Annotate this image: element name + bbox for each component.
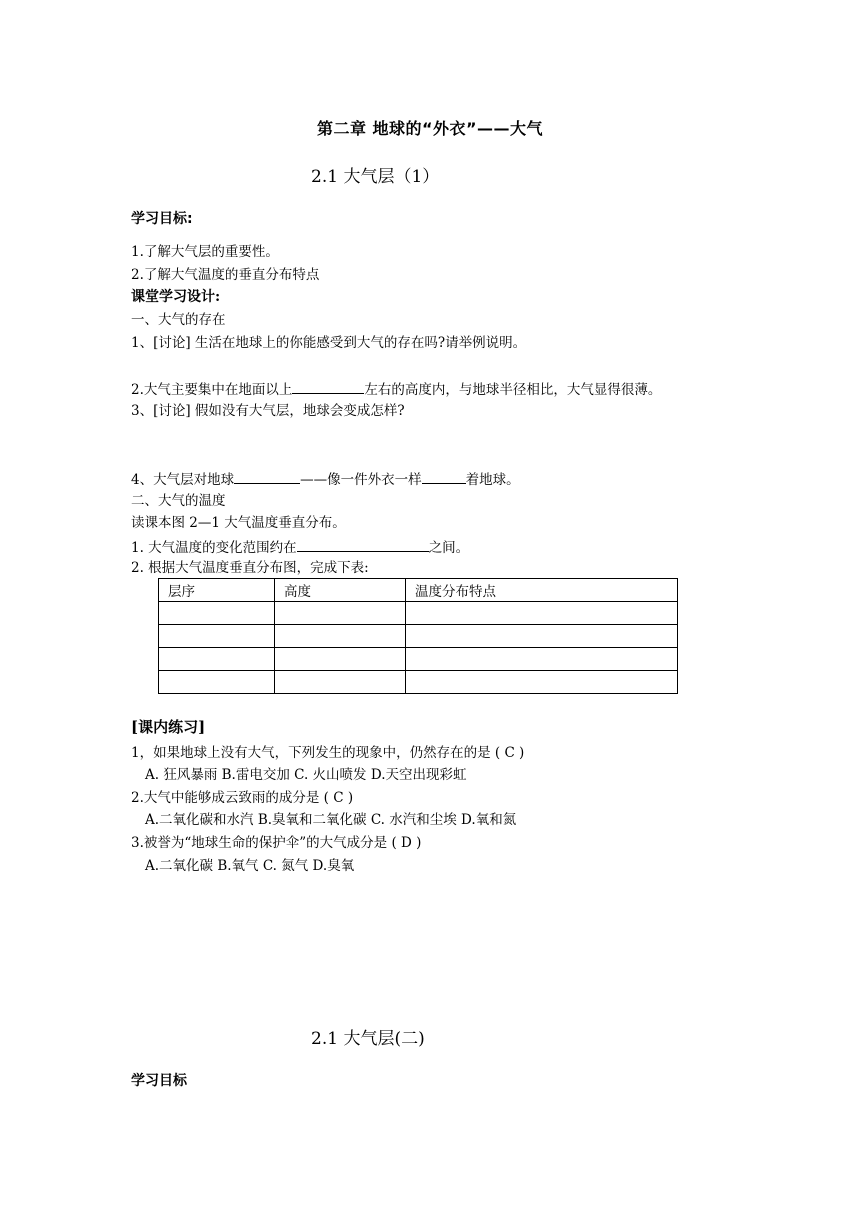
table-cell[interactable] xyxy=(275,602,406,625)
answer-blank[interactable] xyxy=(292,379,364,394)
table-cell[interactable] xyxy=(275,671,406,694)
read-note: 读课本图 2—1 大气温度垂直分布。 xyxy=(131,515,346,531)
task-1 xyxy=(131,537,469,557)
answer-blank[interactable] xyxy=(297,537,429,552)
temperature-table xyxy=(158,578,678,694)
part2-title: 二、大气的温度 xyxy=(131,493,226,509)
question-2 xyxy=(131,379,661,399)
objective-1: 1.了解大气层的重要性。 xyxy=(131,244,279,260)
exercise-2-options: A.二氧化碳和水汽 B.臭氧和二氧化碳 C. 水汽和尘埃 D.氧和氮 xyxy=(145,812,517,828)
practice-label: [课内练习] xyxy=(131,718,206,736)
table-cell[interactable] xyxy=(406,602,678,625)
table-header-cell: 层序 xyxy=(159,579,275,602)
answer-blank[interactable] xyxy=(234,469,300,484)
question-4 xyxy=(131,469,520,489)
table-row xyxy=(159,671,678,694)
task-2: 2. 根据大气温度垂直分布图，完成下表: xyxy=(131,560,369,576)
question-4-text-b: ——像一件外衣一样 xyxy=(300,472,422,488)
table-cell[interactable] xyxy=(275,625,406,648)
question-4-text-a: 4、大气层对地球 xyxy=(131,472,235,488)
question-2-text-a: 2.大气主要集中在地面以上 xyxy=(131,382,293,398)
table-header-row xyxy=(159,579,678,602)
table-header-cell: 高度 xyxy=(275,579,406,602)
objective-2: 2.了解大气温度的垂直分布特点 xyxy=(131,267,320,283)
section-heading-1: 2.1 大气层（1） xyxy=(311,167,440,187)
exercise-2-question: 2.大气中能够成云致雨的成分是 ( C ) xyxy=(131,790,354,806)
table-cell[interactable] xyxy=(275,648,406,671)
objectives-label: 学习目标: xyxy=(131,211,193,227)
exercise-3-options: A.二氧化碳 B.氧气 C. 氮气 D.臭氧 xyxy=(145,858,355,874)
table-cell[interactable] xyxy=(159,671,275,694)
table-header-cell: 温度分布特点 xyxy=(406,579,678,602)
question-3: 3、[讨论] 假如没有大气层，地球会变成怎样? xyxy=(131,403,405,419)
table-row xyxy=(159,648,678,671)
table-cell[interactable] xyxy=(159,602,275,625)
task-1-text-b: 之间。 xyxy=(428,540,470,556)
exercise-1-question: 1，如果地球上没有大气，下列发生的现象中，仍然存在的是 ( C ) xyxy=(131,745,525,761)
task-1-text-a: 1. 大气温度的变化范围约在 xyxy=(131,540,297,556)
table-cell[interactable] xyxy=(406,625,678,648)
part1-title: 一、大气的存在 xyxy=(131,312,226,328)
question-1: 1、[讨论] 生活在地球上的你能感受到大气的存在吗?请举例说明。 xyxy=(131,335,527,351)
exercise-1-options: A. 狂风暴雨 B.雷电交加 C. 火山喷发 D.天空出现彩虹 xyxy=(145,767,467,783)
question-2-text-b: 左右的高度内，与地球半径相比，大气显得很薄。 xyxy=(364,382,662,398)
table-row xyxy=(159,602,678,625)
answer-blank[interactable] xyxy=(422,469,466,484)
design-label: 课堂学习设计: xyxy=(131,289,221,305)
table-cell[interactable] xyxy=(406,648,678,671)
exercise-3-question: 3.被誉为“地球生命的保护伞”的大气成分是 ( D ) xyxy=(131,835,422,851)
question-4-text-c: 着地球。 xyxy=(465,472,520,488)
objectives-label-2: 学习目标 xyxy=(131,1073,187,1089)
table-cell[interactable] xyxy=(406,671,678,694)
chapter-title: 第二章 地球的“外衣”——大气 xyxy=(316,119,544,138)
table-row xyxy=(159,625,678,648)
table-cell[interactable] xyxy=(159,648,275,671)
table-cell[interactable] xyxy=(159,625,275,648)
section-heading-2: 2.1 大气层(二) xyxy=(311,1029,425,1049)
